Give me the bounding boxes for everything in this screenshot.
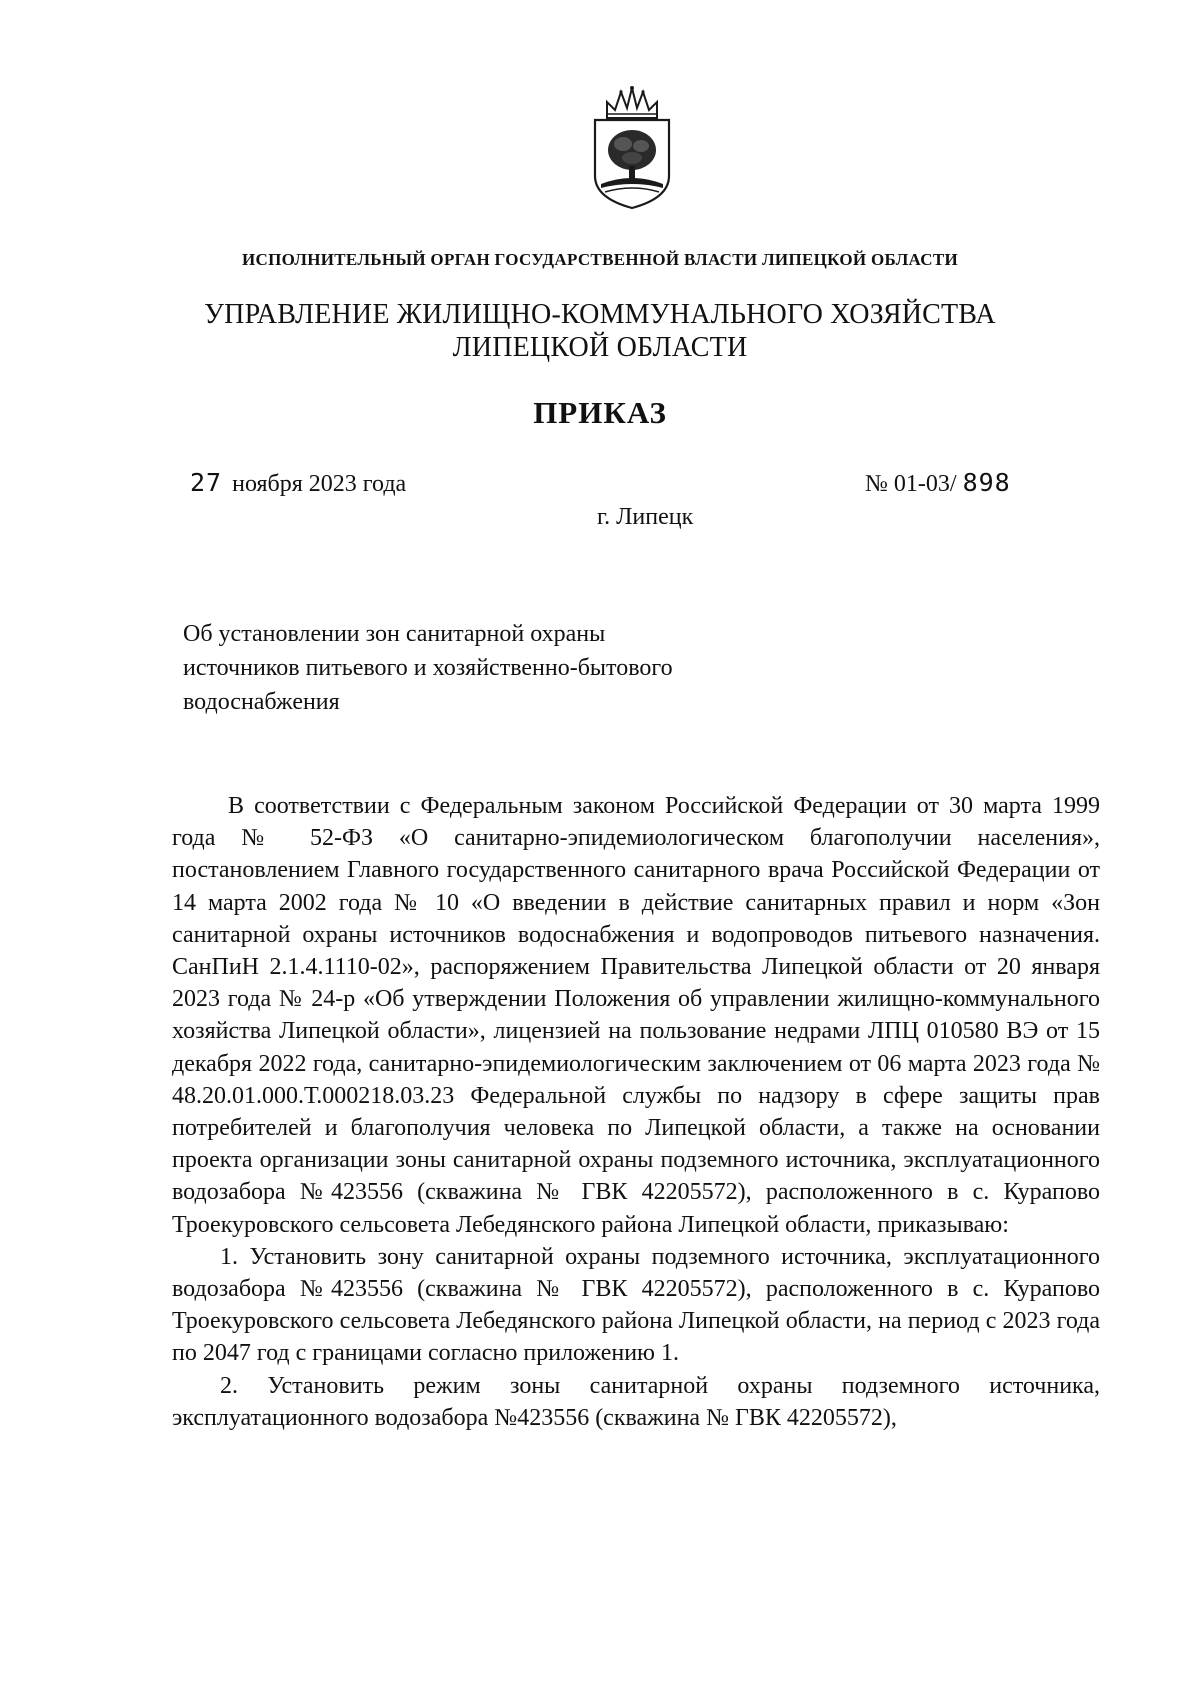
department-line-2: ЛИПЕЦКОЙ ОБЛАСТИ [452,332,748,363]
subject-line-2: источников питьевого и хозяйственно-бытового [183,655,673,681]
number-prefix: № 01-03/ [865,471,957,497]
order-date [190,468,406,498]
order-item-2: 2. Установить режим зоны санитарной охраны подземного источника, эксплуатационного водозабора №423556 (скважина № ГВК 42205572), [172,1372,1100,1431]
preamble-paragraph: В соответствии с Федеральным законом Российской Федерации от 30 марта 1999 года № 52-ФЗ «О санитарно-эпидемиологическом благополучии населения», постановлением Главного государственного санитарного врача Российской Федерации от 14 марта 2002 года № 10 «О введении в действие санитарных правил и норм «Зон санитарной охраны источников водоснабжения и водопроводов питьевого назначения. СанПиН 2.1.4.1110-02», распоряжением Правительства Липецкой области от 20 января 2023 года № 24-р «Об утверждении Положения об управлении жилищно-коммунального хозяйства Липецкой области», лицензией на пользование недрами ЛПЦ 010580 ВЭ от 15 декабря 2022 года, санитарно-эпидемиологическим заключением от 06 марта 2023 года № 48.20.01.000.Т.000218.03.23 Федеральной службы по надзору в сфере защиты прав потребителей и благополучия человека по Липецкой области, а также на основании проекта организации зоны санитарной охраны подземного источника, эксплуатационного водозабора №423556 (скважина № ГВК 42205572), расположенного в с. Курапово Троекуровского сельсовета Лебедянского района Липецкой области, приказываю: [172,793,1100,1238]
coat-of-arms-icon [585,80,679,212]
number-handwritten: 898 [962,468,1011,497]
department-line-1: УПРАВЛЕНИЕ ЖИЛИЩНО-КОММУНАЛЬНОГО ХОЗЯЙСТВА [204,299,996,330]
order-subject [183,617,783,719]
authority-name: ИСПОЛНИТЕЛЬНЫЙ ОРГАН ГОСУДАРСТВЕННОЙ ВЛАСТИ ЛИПЕЦКОЙ ОБЛАСТИ [241,250,959,269]
date-day-handwritten: 27 [190,468,223,497]
subject-line-3: водоснабжения [183,689,340,715]
order-body [172,790,1100,1434]
date-month-year: ноября 2023 года [232,471,407,497]
order-number [865,468,1011,498]
city: г. Липецк [597,504,694,530]
subject-line-1: Об установлении зон санитарной охраны [183,621,606,647]
order-item-1: 1. Установить зону санитарной охраны подземного источника, эксплуатационного водозабора №423556 (скважина № ГВК 42205572), расположенного в с. Курапово Троекуровского сельсовета Лебедянского района Липецкой области, на период с 2023 года по 2047 год с границами согласно приложению 1. [172,1243,1100,1367]
document-type: ПРИКАЗ [533,395,667,430]
department-name [150,298,1050,364]
